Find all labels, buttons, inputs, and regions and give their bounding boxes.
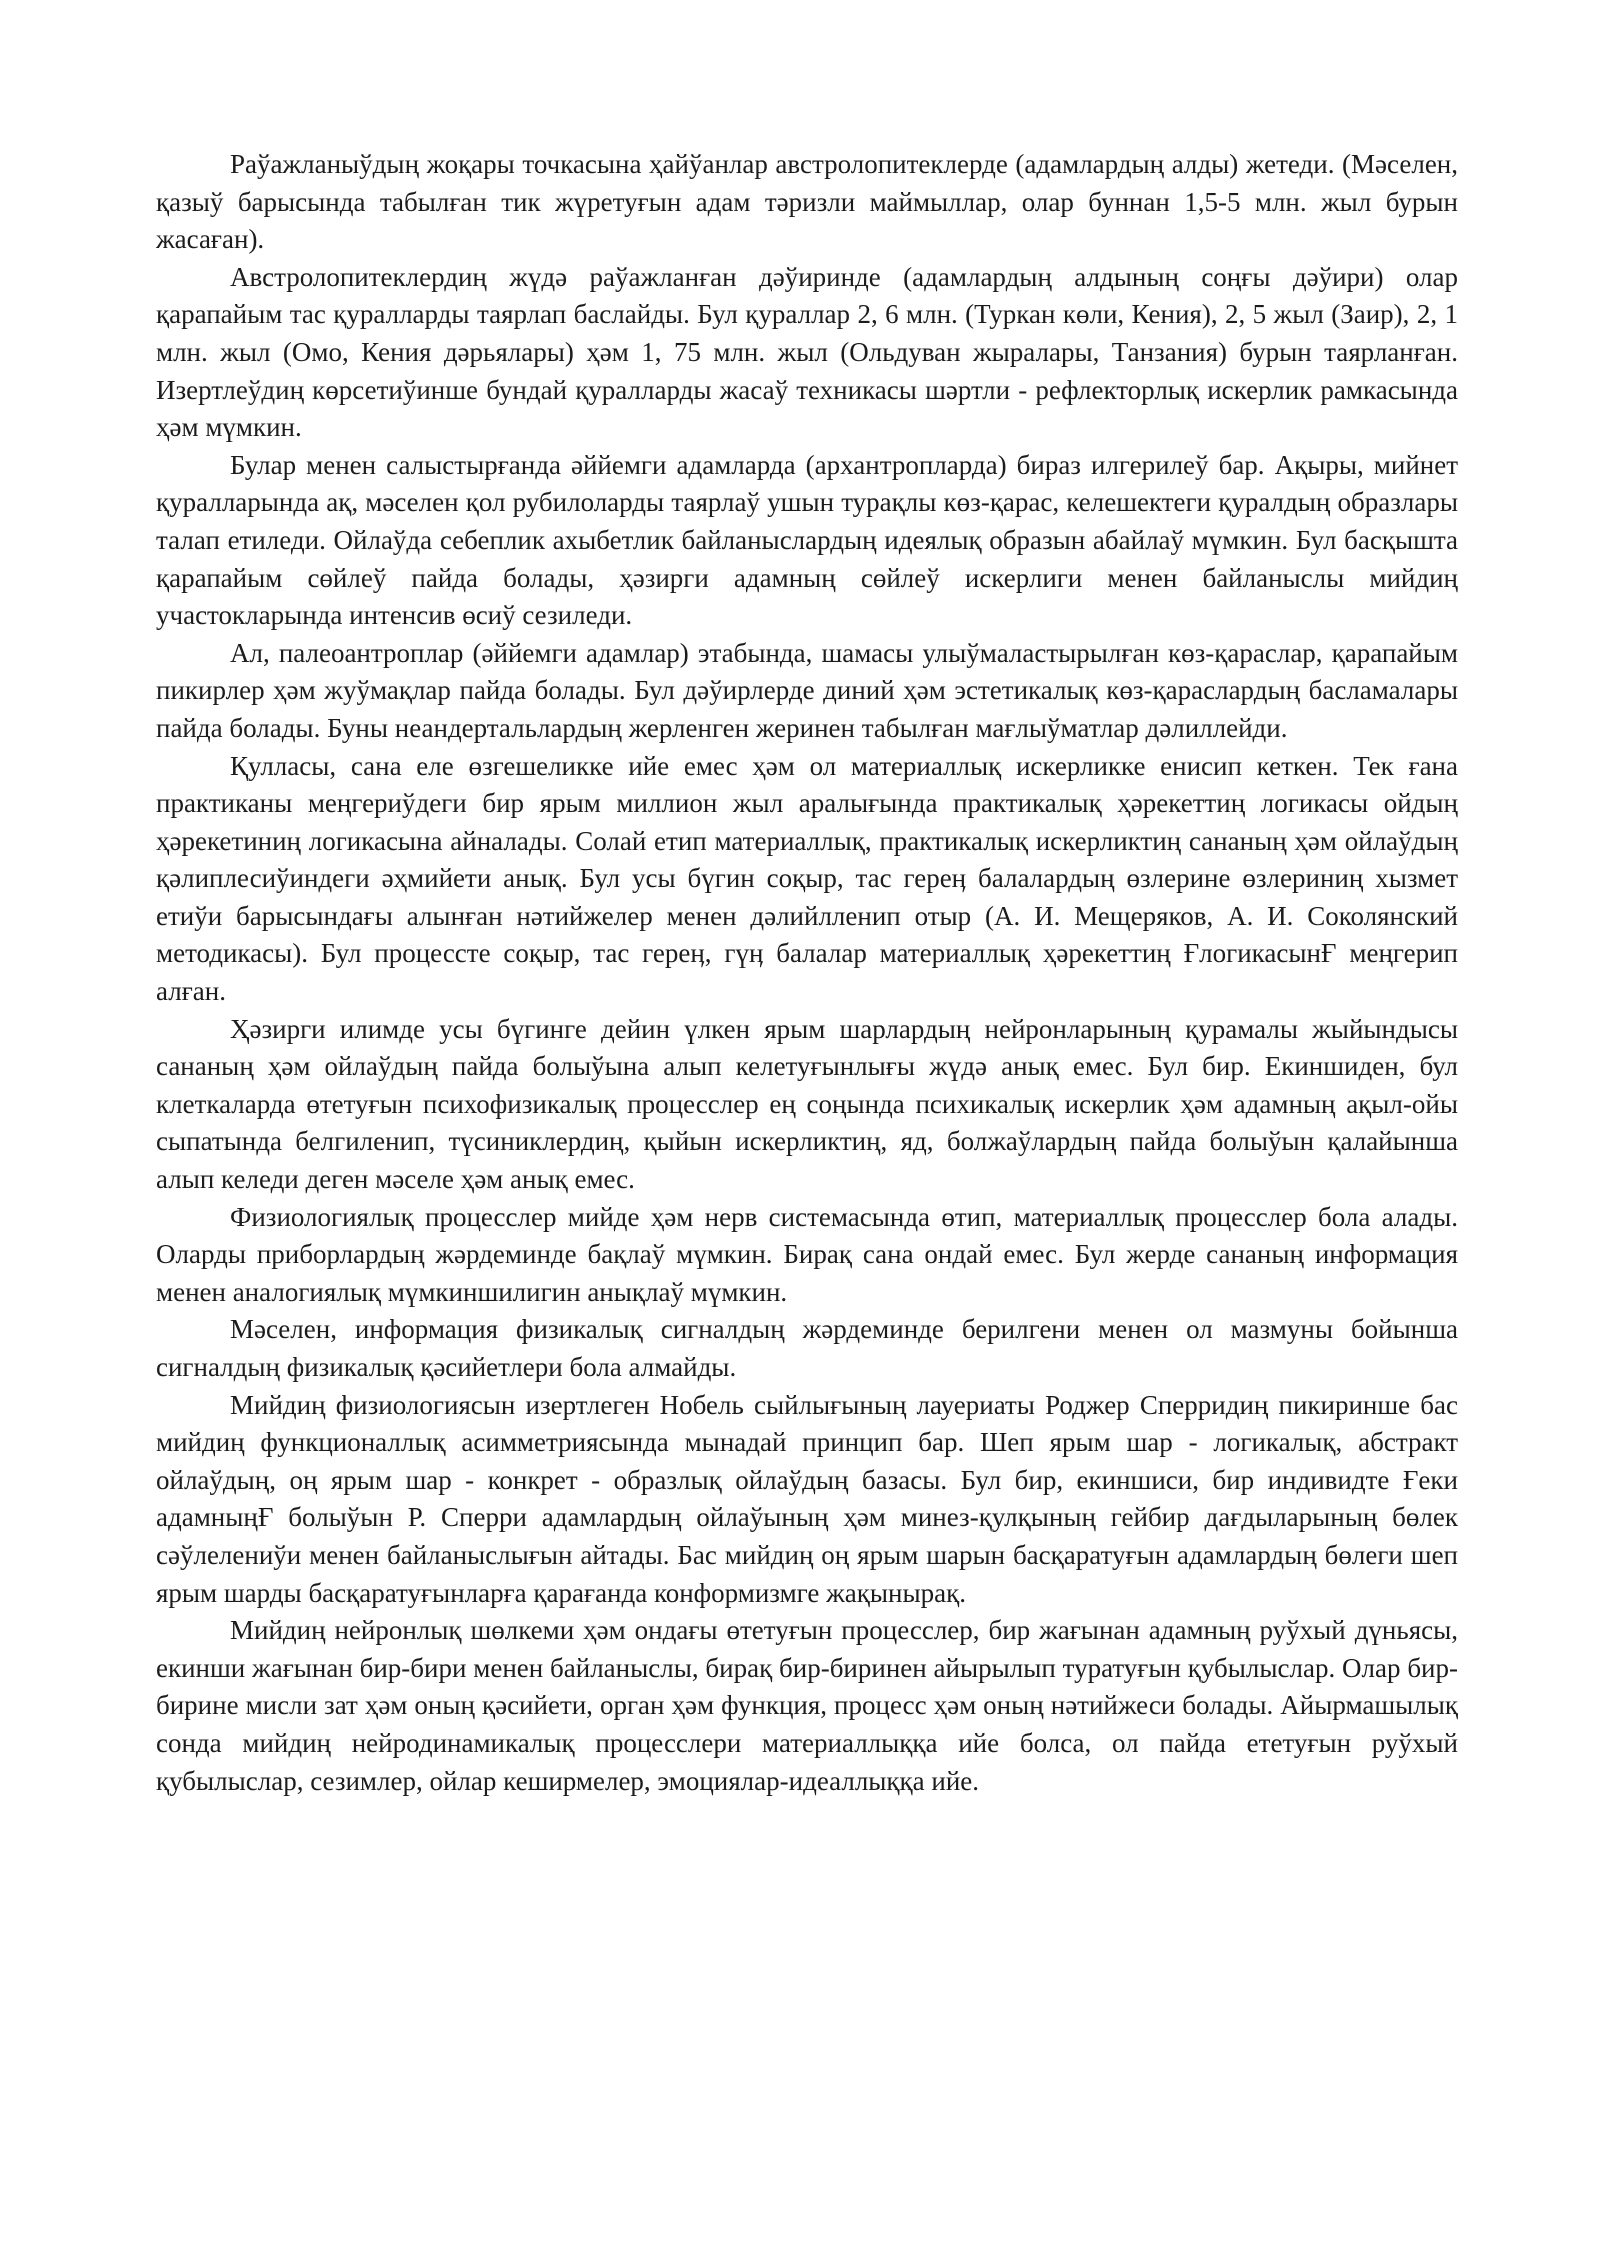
paragraph-3: Булар менен салыстырғанда әййемги адамларда (архантропларда) бираз илгерилеў бар. Ақыры, мийнет қуралларында ақ, мәселен қол рубилоларды таярлаў ушын турақлы көз-қарас, келешектеги қуралдың образлары талап етиледи. Ойлаўда себеплик ахыбетлик байланыслардың идеялық образын абайлаў мүмкин. Бул басқышта қарапайым сөйлеў пайда болады, ҳәзирги адамның сөйлеў искерлиги менен байланыслы мийдиң участокларында интенсив өсиў сезиледи. bbox=[156, 449, 1458, 631]
paragraph-10: Мийдиң нейронлық шөлкеми ҳәм ондағы өтетуғын процесслер, бир жағынан адамның руўхый дүньясы, екинши жағынан бир-бири менен байланыслы, бирақ бир-биринен айырылып туратуғын қубылыслар. Олар бир-бирине мисли зат ҳәм оның қәсийети, орган ҳәм функция, процесс ҳәм оның нәтийжеси болады. Айырмашылық сонда мийдиң нейродинамикалық процесслери материаллыққа ийе болса, ол пайда ететуғын руўхый қубылыслар, сезимлер, ойлар кеширмелер, эмоциялар-идеаллыққа ийе. bbox=[156, 1615, 1458, 1796]
paragraph-9: Мийдиң физиологиясын изертлеген Нобель сыйлығының лауериаты Роджер Сперридиң пикиринше бас мийдиң функционаллық асимметриясында мынадай принцип бар. Шеп ярым шар - логикалық, абстракт ойлаўдың, оң ярым шар - конкрет - образлық ойлаўдың базасы. Бул бир, екиншиси, бир индивидте Ғеки адамныңҒ болыўын Р. Сперри адамлардың ойлаўының ҳәм минез-қулқының гейбир дағдыларының бөлек сәўлелениўи менен байланыслығын айтады. Бас мийдиң оң ярым шарын басқаратуғын адамлардың бөлеги шеп ярым шарды басқаратуғынларға қарағанда конформизмге жақынырақ. bbox=[156, 1389, 1458, 1608]
paragraph-6: Ҳәзирги илимде усы бүгинге дейин үлкен ярым шарлардың нейронларының қурамалы жыйындысы сананың ҳәм ойлаўдың пайда болыўына алып келетуғынлығы жүдә анық емес. Бул бир. Екиншиден, бул клеткаларда өтетуғын психофизикалық процесслер ең соңында психикалық искерлик ҳәм адамның ақыл-ойы сыпатында белгиленип, түсиниклердиң, қыйын искерликтиң, яд, болжаўлардың пайда болыўын қалайынша алып келеди деген мәселе ҳәм анық емес. bbox=[156, 1013, 1458, 1195]
paragraph-5: Қулласы, сана еле өзгешеликке ийе емес ҳәм ол материаллық искерликке енисип кеткен. Тек ғана практиканы меңгериўдеги бир ярым миллион жыл аралығында практикалық ҳәрекеттиң логикасы ойдың ҳәрекетиниң логикасына айналады. Солай етип материаллық, практикалық искерликтиң сананың ҳәм ойлаўдың қәлиплесиўиндеги әҳмийети анық. Бул усы бүгин соқыр, тас гереӊ балалардың өзлерине өзлериниң хызмет етиўи барысындағы алынған нәтийжелер менен дәлийлленип отыр (А. И. Мещеряков, А. И. Соколянский методикасы). Бул процессте соқыр, тас гереӊ, гүӊ балалар материаллық ҳәрекеттиң ҒлогикасынҒ меңгерип алған. bbox=[156, 750, 1458, 1007]
paragraph-1: Раўажланыўдың жоқары точкасына ҳайўанлар австролопитеклерде (адамлардың алды) жетеди. (Мәселен, қазыў барысында табылған тик жүретуғын адам тәризли маймыллар, олар буннан 1,5-5 млн. жыл бурын жасаған). bbox=[156, 149, 1458, 255]
paragraph-2: Австролопитеклердиң жүдә раўажланған дәўиринде (адамлардың алдының соңғы дәўири) олар қарапайым тас қуралларды таярлап баслайды. Бул қураллар 2, 6 млн. (Туркан көли, Кения), 2, 5 жыл (Заир), 2, 1 млн. жыл (Омо, Кения дәрьялары) ҳәм 1, 75 млн. жыл (Ольдуван жыралары, Танзания) бурын таярланған. Изертлеўдиң көрсетиўинше бундай қуралларды жасаў техникасы шәртли - рефлекторлық искерлик рамкасында ҳәм мүмкин. bbox=[156, 261, 1458, 443]
paragraph-8: Мәселен, информация физикалық сигналдың жәрдеминде берилгени менен ол мазмуны бойынша сигналдың физикалық қәсийетлери бола алмайды. bbox=[156, 1314, 1458, 1382]
document-body bbox=[156, 146, 1458, 1800]
paragraph-4: Ал, палеоантроплар (әййемги адамлар) этабында, шамасы улыўмаластырылған көз-қараслар, қарапайым пикирлер ҳәм жуўмақлар пайда болады. Бул дәўирлерде диний ҳәм эстетикалық көз-қараслардың басламалары пайда болады. Буны неандертальлардың жерленген жеринен табылған мағлыўматлар дәлиллейди. bbox=[156, 637, 1458, 743]
paragraph-7: Физиологиялық процесслер мийде ҳәм нерв системасында өтип, материаллық процесслер бола алады. Оларды приборлардың жәрдеминде бақлаў мүмкин. Бирақ сана ондай емес. Бул жерде сананың информация менен аналогиялық мүмкиншилигин анықлаў мүмкин. bbox=[156, 1201, 1458, 1307]
